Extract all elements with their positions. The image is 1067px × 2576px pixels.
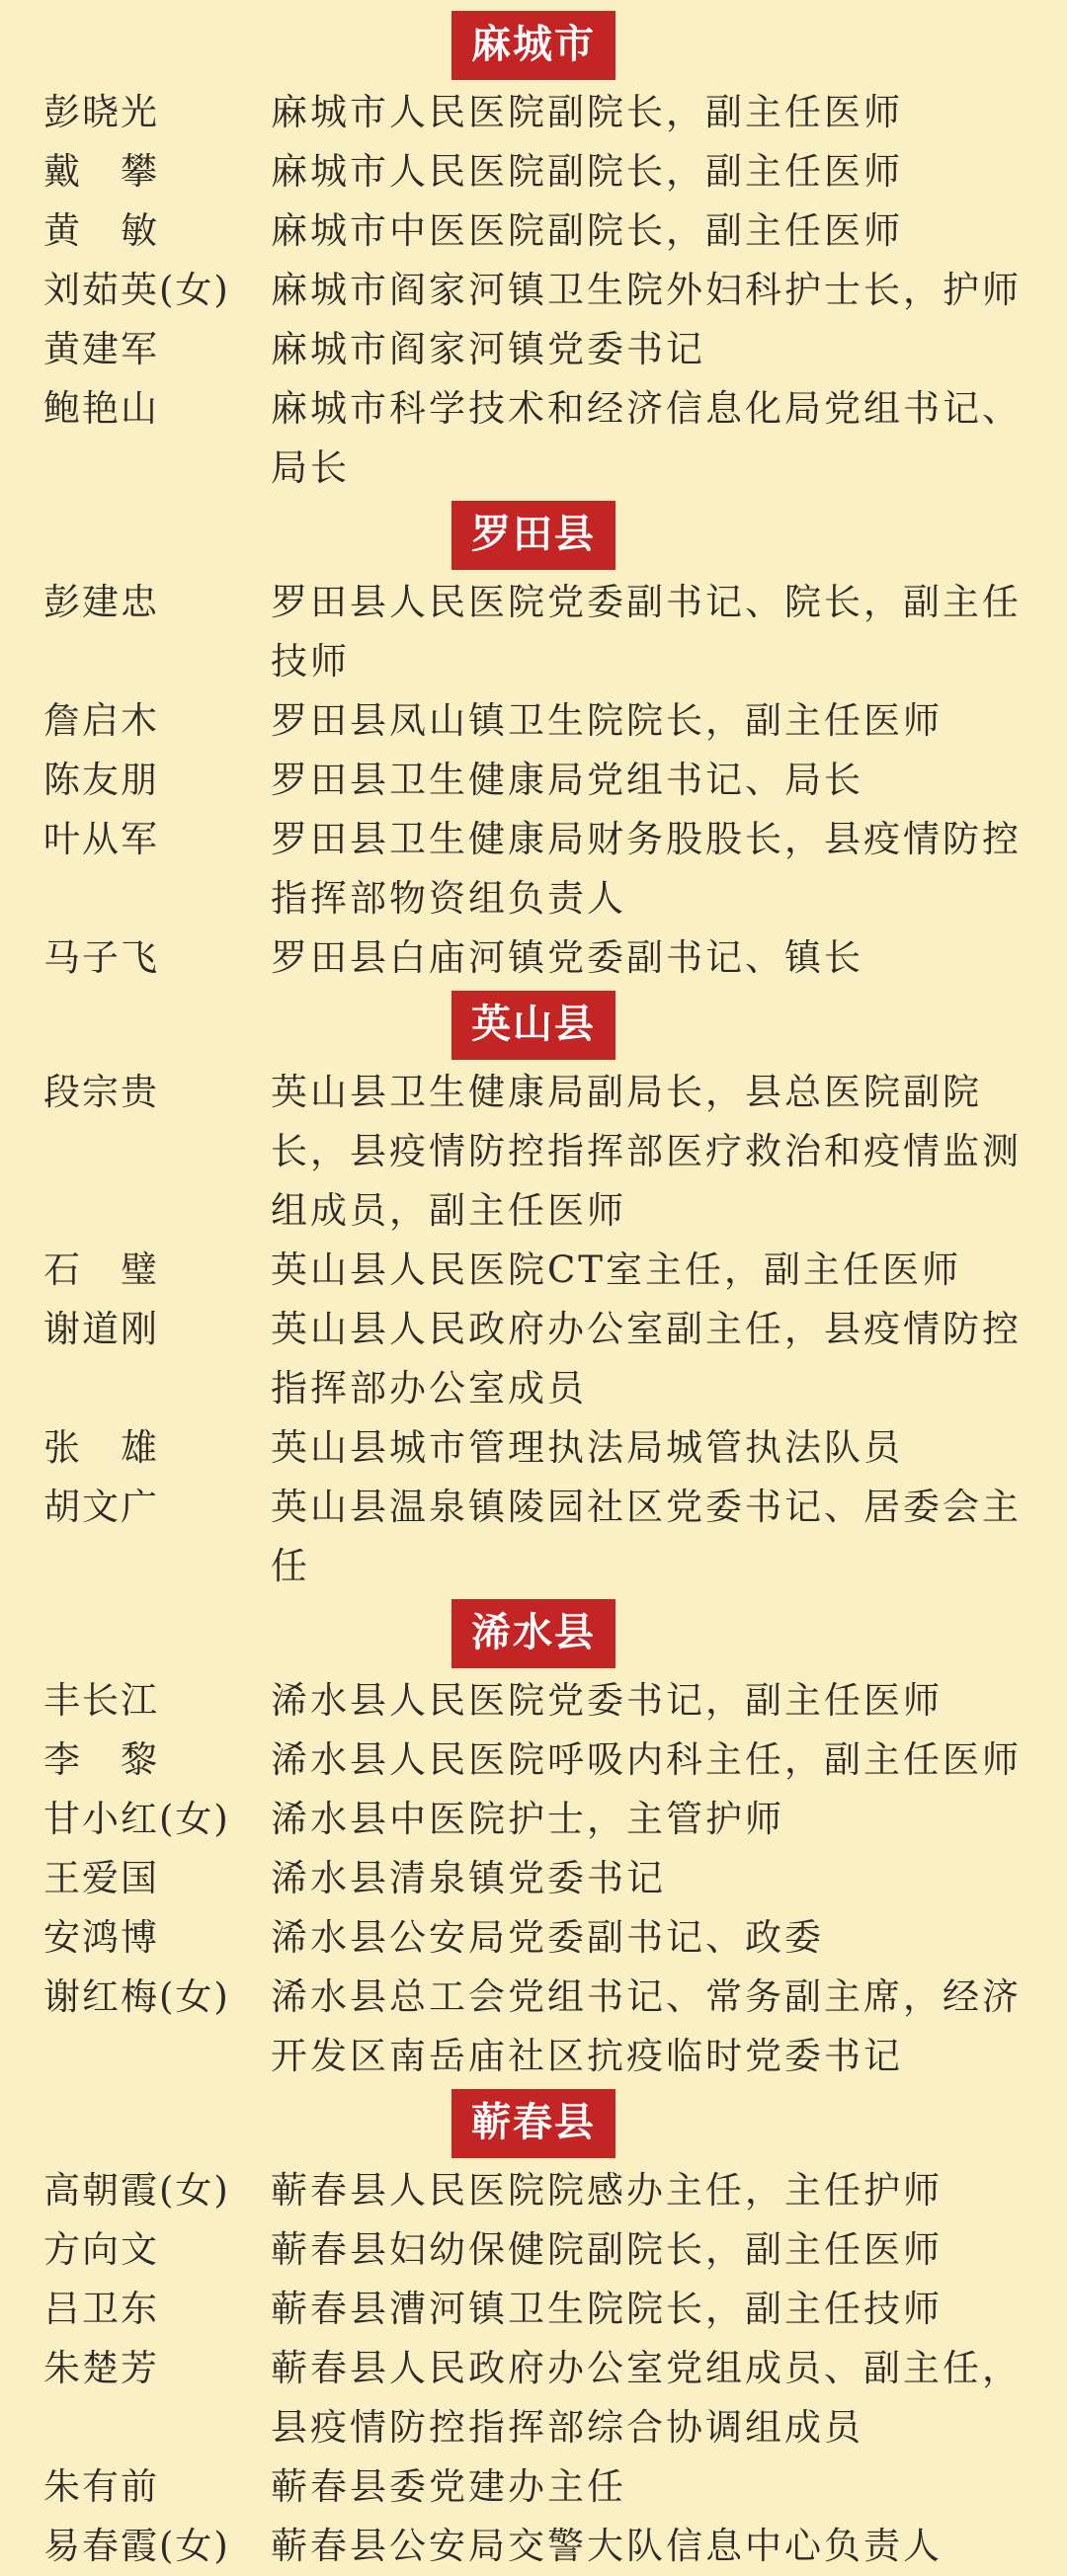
region-header-wrap [0, 988, 1067, 1063]
person-entry [0, 2280, 1067, 2339]
person-position: 罗田县白庙河镇党委副书记、镇长 [271, 936, 863, 979]
region-header: 罗田县 [451, 501, 616, 570]
person-name: 谢道刚 [43, 1308, 159, 1350]
person-position: 麻城市人民医院副院长，副主任医师 [271, 91, 903, 133]
person-name: 高朝霞(女) [43, 2169, 230, 2212]
person-position: 蕲春县漕河镇卫生院院长，副主任技师 [271, 2288, 943, 2330]
person-entry [0, 83, 1067, 142]
person-position: 麻城市阎家河镇卫生院外妇科护士长，护师 [271, 269, 1022, 311]
person-name: 彭晓光 [43, 91, 159, 133]
person-entry [0, 1968, 1067, 2086]
person-position: 英山县城市管理执法局城管执法队员 [271, 1426, 903, 1469]
person-name: 黄 敏 [43, 209, 159, 252]
person-position: 浠水县中医院护士，主管护师 [271, 1798, 784, 1840]
person-entry [0, 2457, 1067, 2517]
region-header-wrap [0, 1596, 1067, 1671]
person-position: 罗田县卫生健康局财务股股长，县疫情防控指挥部物资组负责人 [271, 818, 1022, 920]
person-name: 叶从军 [43, 818, 159, 860]
person-name: 石 璧 [43, 1248, 159, 1291]
region-header-wrap [0, 8, 1067, 83]
person-entry [0, 201, 1067, 261]
person-entry [0, 1790, 1067, 1849]
person-name: 张 雄 [43, 1426, 159, 1469]
person-position: 蕲春县人民医院院感办主任，主任护师 [271, 2169, 943, 2212]
person-entry [0, 1908, 1067, 1968]
person-entry [0, 1063, 1067, 1241]
person-name: 吕卫东 [43, 2288, 159, 2330]
person-position: 英山县卫生健康局副局长，县总医院副院长，县疫情防控指挥部医疗救治和疫情监测组成员，副主任医师 [271, 1071, 1022, 1232]
region-header-wrap [0, 498, 1067, 573]
person-name: 甘小红(女) [43, 1798, 230, 1840]
person-name: 胡文广 [43, 1486, 159, 1528]
person-position: 浠水县人民医院呼吸内科主任，副主任医师 [271, 1738, 1022, 1781]
person-entry [0, 1731, 1067, 1790]
person-entry [0, 573, 1067, 691]
person-position: 浠水县总工会党组书记、常务副主席，经济开发区南岳庙社区抗疫临时党委书记 [271, 1975, 1022, 2077]
person-entry [0, 1418, 1067, 1478]
person-position: 麻城市科学技术和经济信息化局党组书记、局长 [271, 387, 1022, 489]
person-entry [0, 1671, 1067, 1731]
person-position: 麻城市中医医院副院长，副主任医师 [271, 209, 903, 252]
region-header: 麻城市 [451, 11, 616, 80]
region-section [0, 1596, 1067, 2086]
region-section [0, 498, 1067, 988]
person-position: 麻城市阎家河镇党委书记 [271, 328, 705, 370]
person-entry [0, 1478, 1067, 1596]
person-position: 英山县温泉镇陵园社区党委书记、居委会主任 [271, 1486, 1022, 1587]
person-name: 刘茹英(女) [43, 269, 230, 311]
person-entry [0, 751, 1067, 810]
region-header: 蕲春县 [451, 2089, 616, 2158]
region-header: 浠水县 [451, 1599, 616, 1668]
person-entry [0, 142, 1067, 201]
person-name: 谢红梅(女) [43, 1975, 230, 2018]
person-name: 方向文 [43, 2228, 159, 2271]
person-name: 安鸿博 [43, 1916, 159, 1959]
person-name: 黄建军 [43, 328, 159, 370]
person-position: 浠水县清泉镇党委书记 [271, 1857, 666, 1899]
person-position: 罗田县人民医院党委副书记、院长，副主任技师 [271, 581, 1022, 683]
person-entry [0, 379, 1067, 498]
person-name: 詹启木 [43, 699, 159, 742]
person-name: 李 黎 [43, 1738, 159, 1781]
person-name: 丰长江 [43, 1679, 159, 1722]
person-entry [0, 928, 1067, 988]
person-entry [0, 1241, 1067, 1300]
person-name: 朱有前 [43, 2465, 159, 2508]
person-position: 浠水县人民医院党委书记，副主任医师 [271, 1679, 943, 1722]
person-name: 段宗贵 [43, 1071, 159, 1113]
person-entry [0, 810, 1067, 928]
person-entry [0, 2161, 1067, 2220]
person-name: 戴 攀 [43, 150, 159, 193]
person-name: 易春霞(女) [43, 2525, 230, 2567]
person-position: 浠水县公安局党委副书记、政委 [271, 1916, 824, 1959]
person-entry [0, 2220, 1067, 2280]
region-header-wrap [0, 2086, 1067, 2161]
person-entry [0, 691, 1067, 751]
person-entry [0, 320, 1067, 379]
person-position: 蕲春县人民政府办公室党组成员、副主任，县疫情防控指挥部综合协调组成员 [271, 2347, 1022, 2449]
person-position: 蕲春县公安局交警大队信息中心负责人 [271, 2525, 943, 2567]
person-name: 王爱国 [43, 1857, 159, 1899]
person-position: 罗田县凤山镇卫生院院长，副主任医师 [271, 699, 943, 742]
person-position: 英山县人民政府办公室副主任，县疫情防控指挥部办公室成员 [271, 1308, 1022, 1409]
region-header: 英山县 [451, 991, 616, 1060]
person-position: 蕲春县委党建办主任 [271, 2465, 626, 2508]
person-name: 马子飞 [43, 936, 159, 979]
person-position: 麻城市人民医院副院长，副主任医师 [271, 150, 903, 193]
region-section [0, 8, 1067, 498]
person-position: 蕲春县妇幼保健院副院长，副主任医师 [271, 2228, 943, 2271]
person-entry [0, 1849, 1067, 1908]
person-entry [0, 2339, 1067, 2457]
person-name: 朱楚芳 [43, 2347, 159, 2389]
person-position: 罗田县卫生健康局党组书记、局长 [271, 759, 863, 801]
person-position: 英山县人民医院CT室主任，副主任医师 [271, 1248, 961, 1291]
region-section [0, 988, 1067, 1596]
person-entry [0, 261, 1067, 320]
person-entry [0, 1300, 1067, 1418]
person-name: 彭建忠 [43, 581, 159, 623]
region-section [0, 2086, 1067, 2576]
person-name: 鲍艳山 [43, 387, 159, 430]
person-entry [0, 2517, 1067, 2576]
person-name: 陈友朋 [43, 759, 159, 801]
